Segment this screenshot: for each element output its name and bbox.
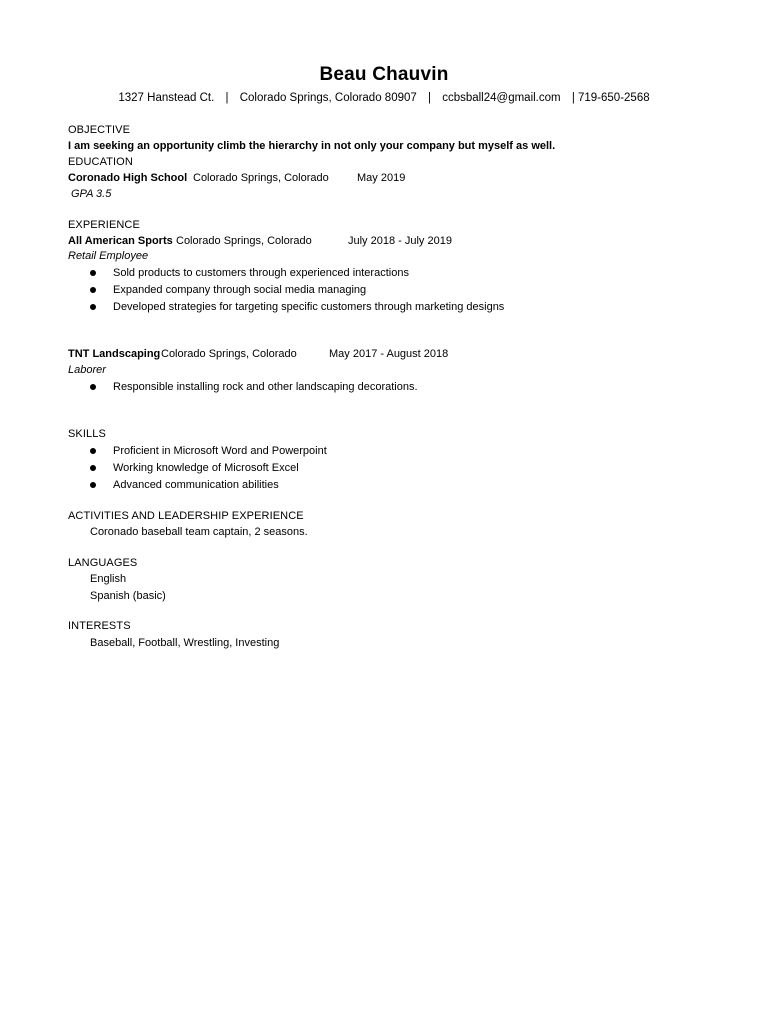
skills-heading: SKILLS — [68, 428, 106, 440]
bullet-dot-icon — [90, 465, 96, 471]
gpa: GPA 3.5 — [71, 188, 112, 200]
objective-text: I am seeking an opportunity climb the hierarchy in not only your company but myself as well. — [68, 140, 556, 152]
bullet-dot-icon — [90, 270, 96, 276]
job-employer: TNT Landscaping — [68, 348, 161, 360]
graduation-date: May 2019 — [357, 172, 406, 184]
job-location: Colorado Springs, Colorado — [176, 235, 312, 247]
city-state-zip: Colorado Springs, Colorado 80907 — [239, 92, 417, 104]
bullet-dot-icon — [90, 448, 96, 454]
job-dates: May 2017 - August 2018 — [329, 348, 449, 360]
objective-heading: OBJECTIVE — [68, 124, 131, 136]
job-dates: July 2018 - July 2019 — [348, 235, 452, 247]
job-location: Colorado Springs, Colorado — [161, 348, 297, 360]
job-bullet: Developed strategies for targeting specific customers through marketing designs — [113, 301, 505, 313]
bullet-dot-icon — [90, 304, 96, 310]
bullet-dot-icon — [90, 384, 96, 390]
school-location: Colorado Springs, Colorado — [193, 172, 329, 184]
interests-text: Baseball, Football, Wrestling, Investing — [90, 637, 280, 649]
skill-item: Proficient in Microsoft Word and Powerpoint — [113, 445, 327, 457]
interests-heading: INTERESTS — [68, 620, 131, 632]
job-title: Laborer — [68, 364, 106, 376]
job-employer: All American Sports — [68, 235, 173, 247]
school-name: Coronado High School — [68, 172, 188, 184]
job-title: Retail Employee — [68, 250, 149, 262]
language-item: English — [90, 573, 127, 585]
bullet-dot-icon — [90, 482, 96, 488]
address: 1327 Hanstead Ct. — [118, 92, 215, 104]
separator: | — [225, 92, 229, 104]
email: ccbsball24@gmail.com — [442, 92, 561, 104]
education-heading: EDUCATION — [68, 156, 133, 168]
job-bullet: Sold products to customers through experienced interactions — [113, 267, 409, 279]
phone: | 719-650-2568 — [571, 92, 650, 104]
applicant-name: Beau Chauvin — [319, 64, 449, 85]
job-bullet: Responsible installing rock and other landscaping decorations. — [113, 381, 418, 393]
activities-heading: ACTIVITIES AND LEADERSHIP EXPERIENCE — [68, 510, 304, 522]
experience-heading: EXPERIENCE — [68, 219, 140, 231]
contact-line — [0, 92, 768, 104]
separator: | — [427, 92, 431, 104]
languages-heading: LANGUAGES — [68, 557, 138, 569]
skill-item: Advanced communication abilities — [113, 479, 279, 491]
activities-text: Coronado baseball team captain, 2 seasons. — [90, 526, 308, 538]
job-bullet: Expanded company through social media managing — [113, 284, 367, 296]
language-item: Spanish (basic) — [90, 590, 166, 602]
skill-item: Working knowledge of Microsoft Excel — [113, 462, 299, 474]
bullet-dot-icon — [90, 287, 96, 293]
